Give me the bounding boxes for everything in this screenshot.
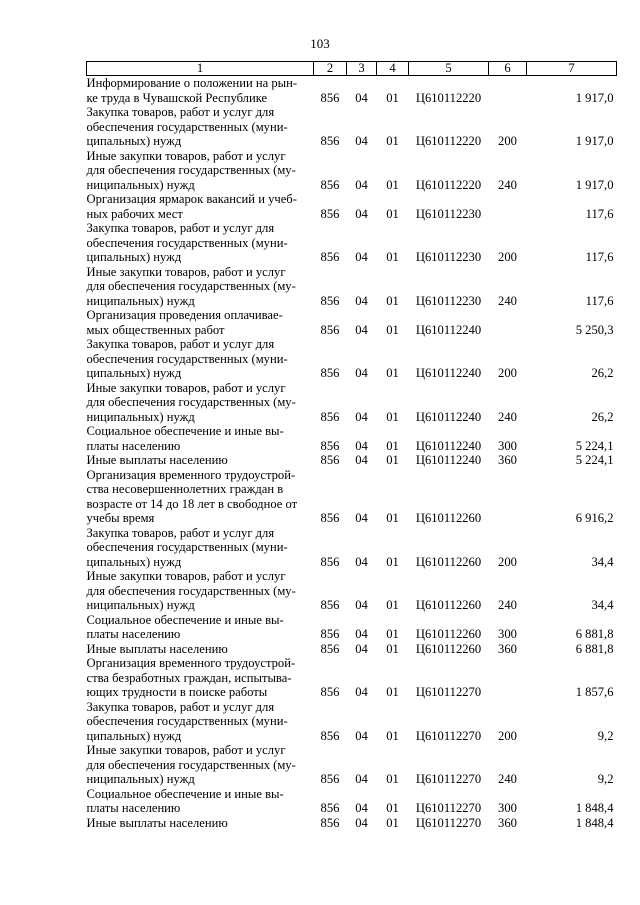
row-code-6: [489, 656, 527, 700]
row-code-6: 200: [498, 134, 517, 148]
row-code-4: 01: [386, 250, 399, 264]
row-code-3: 04: [355, 598, 368, 612]
row-code-4: 01: [386, 177, 399, 192]
row-code-5: Ц610112240: [415, 322, 482, 337]
row-code-6: 360: [498, 453, 517, 467]
header-row: [87, 62, 617, 76]
row-code-6: 200: [498, 250, 517, 264]
row-code-3: 04: [355, 772, 368, 786]
row-name-line: Иные выплаты населению: [86, 641, 228, 656]
table-row: [87, 468, 617, 526]
row-name-line: для обеспечения государственных (му-: [86, 757, 296, 772]
row-amount: 6 881,8: [575, 627, 614, 641]
table-row: [87, 105, 617, 149]
row-name-line: Иные закупки товаров, работ и услуг: [86, 569, 286, 583]
row-name-cell: [87, 424, 314, 453]
row-name-cell: [87, 76, 314, 106]
row-amount: 5 250,3: [575, 322, 614, 337]
row-amount: 117,6: [585, 206, 614, 221]
row-code-2: 856: [320, 322, 340, 337]
row-name-line: для обеспечения государственных (му-: [86, 163, 296, 177]
row-code-5: Ц610112260: [415, 598, 482, 612]
row-code-4: 01: [386, 293, 399, 308]
row-name-cell: [87, 105, 314, 149]
row-code-4: 01: [386, 772, 399, 786]
row-code-5: Ц610112240: [415, 438, 482, 453]
row-code-5: Ц610112220: [415, 177, 482, 192]
col-header-3: 3: [347, 62, 377, 76]
row-code-6: 300: [498, 438, 517, 453]
row-code-6: 240: [498, 772, 517, 786]
row-amount: 1 917,0: [575, 177, 614, 192]
row-code-6: 240: [498, 598, 517, 612]
row-code-6: 200: [498, 554, 517, 569]
row-amount: 26,2: [591, 366, 614, 380]
table-row: [87, 337, 617, 381]
row-name-line: Иные закупки товаров, работ и услуг: [86, 380, 286, 395]
table-row: [87, 700, 617, 744]
row-name-line: Закупка товаров, работ и услуг для: [86, 221, 275, 235]
row-code-2: 856: [320, 815, 340, 830]
row-name-line: ципальных) нужд: [86, 250, 182, 264]
row-code-4: 01: [386, 801, 399, 815]
page-number: 103: [310, 36, 330, 51]
row-code-4: 01: [386, 134, 399, 148]
row-name-cell: [87, 221, 314, 265]
row-name-line: ниципальных) нужд: [86, 409, 195, 424]
row-code-3: 04: [355, 177, 368, 192]
row-amount: 34,4: [591, 554, 614, 569]
col-header-6: 6: [489, 62, 527, 76]
row-code-2: 856: [320, 409, 340, 424]
row-code-5: Ц610112230: [415, 293, 482, 308]
row-name-line: ных рабочих мест: [86, 206, 183, 221]
table-row: [87, 149, 617, 193]
row-name-line: платы населению: [86, 438, 181, 453]
row-code-6: 360: [498, 641, 517, 656]
row-code-4: 01: [386, 453, 399, 467]
row-name-line: возрасте от 14 до 18 лет в свободное от: [86, 496, 298, 511]
row-amount: 1 917,0: [575, 90, 614, 105]
row-name-line: ципальных) нужд: [86, 366, 182, 380]
table-row: [87, 743, 617, 787]
row-code-5: Ц610112270: [415, 801, 482, 815]
row-amount: 34,4: [591, 598, 614, 612]
row-name-cell: [87, 453, 314, 468]
row-code-4: 01: [386, 815, 399, 830]
row-code-6: 240: [498, 177, 517, 192]
row-name-line: Закупка товаров, работ и услуг для: [86, 525, 275, 540]
row-amount: 26,2: [591, 409, 614, 424]
row-name-line: Иные выплаты населению: [86, 815, 228, 830]
row-name-line: Иные закупки товаров, работ и услуг: [86, 743, 286, 757]
row-name-line: обеспечения государственных (муни-: [86, 714, 288, 728]
row-code-3: 04: [355, 322, 368, 337]
row-name-line: ципальных) нужд: [86, 134, 182, 148]
row-name-cell: [87, 787, 314, 816]
row-name-line: Закупка товаров, работ и услуг для: [86, 699, 275, 714]
row-code-5: Ц610112220: [415, 134, 482, 148]
table-row: [87, 76, 617, 106]
table-row: [87, 453, 617, 468]
budget-table: [86, 61, 617, 830]
table-row: [87, 787, 617, 816]
row-code-3: 04: [355, 453, 368, 467]
row-code-3: 04: [355, 627, 368, 641]
row-code-6: [489, 192, 527, 221]
row-code-4: 01: [386, 206, 399, 221]
row-code-4: 01: [386, 598, 399, 612]
row-code-6: [489, 76, 527, 106]
row-code-3: 04: [355, 685, 368, 699]
row-code-4: 01: [386, 685, 399, 699]
row-code-6: 200: [498, 728, 517, 743]
row-name-cell: [87, 337, 314, 381]
row-code-3: 04: [355, 801, 368, 815]
row-name-line: Организация временного трудоустрой-: [86, 467, 296, 482]
row-code-5: Ц610112270: [415, 685, 482, 699]
table-row: [87, 424, 617, 453]
row-code-6: 360: [498, 815, 517, 830]
row-code-5: Ц610112240: [415, 366, 482, 380]
row-code-3: 04: [355, 206, 368, 221]
row-name-cell: [87, 192, 314, 221]
row-name-line: обеспечения государственных (муни-: [86, 351, 288, 366]
row-code-4: 01: [386, 366, 399, 380]
row-name-line: платы населению: [86, 627, 181, 641]
row-code-3: 04: [355, 815, 368, 830]
row-amount: 6 881,8: [575, 641, 614, 656]
row-code-4: 01: [386, 554, 399, 569]
row-amount: 117,6: [585, 250, 614, 264]
row-code-2: 856: [320, 801, 340, 815]
row-name-line: Организация проведения оплачивае-: [86, 308, 283, 322]
row-name-cell: [87, 743, 314, 787]
row-code-4: 01: [386, 90, 399, 105]
row-code-4: 01: [386, 641, 399, 656]
row-name-line: Иные выплаты населению: [86, 453, 228, 467]
row-name-line: ниципальных) нужд: [86, 772, 195, 786]
row-amount: 5 224,1: [575, 453, 614, 467]
row-code-5: Ц610112260: [415, 627, 482, 641]
row-name-cell: [87, 308, 314, 337]
row-name-line: Организация ярмарок вакансий и учеб-: [86, 192, 297, 206]
row-name-line: ства безработных граждан, испытыва-: [86, 670, 292, 685]
row-code-3: 04: [355, 134, 368, 148]
table-row: [87, 192, 617, 221]
row-code-5: Ц610112260: [415, 641, 482, 656]
row-name-line: Социальное обеспечение и иные вы-: [86, 786, 284, 801]
row-code-5: Ц610112270: [415, 728, 482, 743]
row-name-line: ства несовершеннолетних граждан в: [86, 482, 284, 496]
row-code-2: 856: [320, 177, 340, 192]
row-name-cell: [87, 816, 314, 831]
row-name-cell: [87, 265, 314, 309]
row-code-3: 04: [355, 641, 368, 656]
row-code-2: 856: [320, 772, 340, 786]
row-amount: 9,2: [597, 772, 614, 786]
row-code-2: 856: [320, 134, 340, 148]
row-code-5: Ц610112220: [415, 90, 482, 105]
row-name-line: мых общественных работ: [86, 322, 225, 337]
col-header-1: 1: [87, 62, 314, 76]
row-code-6: 300: [498, 627, 517, 641]
row-code-2: 856: [320, 598, 340, 612]
row-name-line: ке труда в Чувашской Республике: [86, 90, 268, 105]
row-name-cell: [87, 526, 314, 570]
table-row: [87, 569, 617, 613]
row-code-6: 240: [498, 409, 517, 424]
row-code-2: 856: [320, 641, 340, 656]
row-name-cell: [87, 700, 314, 744]
row-code-2: 856: [320, 293, 340, 308]
row-code-5: Ц610112230: [415, 206, 482, 221]
row-code-4: 01: [386, 728, 399, 743]
row-code-6: 200: [498, 366, 517, 380]
row-name-line: ципальных) нужд: [86, 554, 182, 569]
col-header-7: 7: [527, 62, 617, 76]
row-name-line: обеспечения государственных (муни-: [86, 540, 288, 554]
table-row: [87, 642, 617, 657]
row-name-line: обеспечения государственных (муни-: [86, 235, 288, 250]
row-code-2: 856: [320, 554, 340, 569]
row-code-6: [489, 468, 527, 526]
row-code-3: 04: [355, 409, 368, 424]
row-name-line: учебы время: [86, 511, 155, 525]
row-code-2: 856: [320, 90, 340, 105]
row-code-4: 01: [386, 511, 399, 525]
row-name-cell: [87, 569, 314, 613]
row-name-line: Иные закупки товаров, работ и услуг: [86, 148, 286, 163]
table-row: [87, 381, 617, 425]
row-name-cell: [87, 381, 314, 425]
row-name-cell: [87, 613, 314, 642]
row-name-cell: [87, 468, 314, 526]
row-name-line: Социальное обеспечение и иные вы-: [86, 612, 284, 627]
row-name-line: ниципальных) нужд: [86, 177, 195, 192]
row-name-line: Информирование о положении на рын-: [86, 76, 298, 90]
row-name-cell: [87, 642, 314, 657]
row-name-line: ющих трудности в поиске работы: [86, 685, 268, 699]
row-name-line: Закупка товаров, работ и услуг для: [86, 337, 275, 351]
row-name-line: Иные закупки товаров, работ и услуг: [86, 264, 286, 279]
table-row: [87, 816, 617, 831]
row-name-line: Организация временного трудоустрой-: [86, 656, 296, 670]
row-code-5: Ц610112270: [415, 815, 482, 830]
row-amount: 9,2: [597, 728, 614, 743]
row-amount: 6 916,2: [575, 511, 614, 525]
table-row: [87, 265, 617, 309]
row-code-4: 01: [386, 322, 399, 337]
table-body: [87, 76, 617, 831]
col-header-4: 4: [377, 62, 409, 76]
row-name-line: для обеспечения государственных (му-: [86, 583, 296, 598]
row-amount: 1 848,4: [575, 801, 614, 815]
row-code-3: 04: [355, 366, 368, 380]
row-code-4: 01: [386, 409, 399, 424]
row-name-line: ниципальных) нужд: [86, 598, 195, 612]
row-name-line: платы населению: [86, 801, 181, 815]
row-amount: 1 857,6: [575, 685, 614, 699]
table-row: [87, 613, 617, 642]
row-code-4: 01: [386, 627, 399, 641]
row-code-5: Ц610112230: [415, 250, 482, 264]
row-code-2: 856: [320, 206, 340, 221]
row-code-3: 04: [355, 293, 368, 308]
row-name-line: обеспечения государственных (муни-: [86, 119, 288, 134]
row-name-line: для обеспечения государственных (му-: [86, 395, 296, 409]
row-code-3: 04: [355, 90, 368, 105]
row-code-2: 856: [320, 250, 340, 264]
row-code-5: Ц610112260: [415, 554, 482, 569]
row-code-5: Ц610112270: [415, 772, 482, 786]
row-code-6: 300: [498, 801, 517, 815]
row-code-3: 04: [355, 554, 368, 569]
row-code-2: 856: [320, 511, 340, 525]
row-code-5: Ц610112240: [415, 453, 482, 467]
row-code-3: 04: [355, 511, 368, 525]
table-row: [87, 656, 617, 700]
row-name-line: Закупка товаров, работ и услуг для: [86, 105, 275, 119]
row-code-3: 04: [355, 250, 368, 264]
row-amount: 5 224,1: [575, 438, 614, 453]
row-code-2: 856: [320, 627, 340, 641]
row-amount: 117,6: [585, 293, 614, 308]
col-header-2: 2: [314, 62, 347, 76]
row-amount: 1 917,0: [575, 134, 614, 148]
row-code-2: 856: [320, 453, 340, 467]
row-name-line: для обеспечения государственных (му-: [86, 279, 296, 293]
table-row: [87, 308, 617, 337]
row-name-cell: [87, 656, 314, 700]
row-code-5: Ц610112240: [415, 409, 482, 424]
row-name-line: ципальных) нужд: [86, 728, 182, 743]
row-amount: 1 848,4: [575, 815, 614, 830]
row-code-6: 240: [498, 293, 517, 308]
row-name-line: Социальное обеспечение и иные вы-: [86, 424, 284, 438]
row-code-3: 04: [355, 728, 368, 743]
row-code-4: 01: [386, 438, 399, 453]
row-code-2: 856: [320, 438, 340, 453]
row-code-2: 856: [320, 366, 340, 380]
row-code-2: 856: [320, 728, 340, 743]
row-name-cell: [87, 149, 314, 193]
row-code-2: 856: [320, 685, 340, 699]
row-code-3: 04: [355, 438, 368, 453]
row-name-line: ниципальных) нужд: [86, 293, 195, 308]
table-row: [87, 221, 617, 265]
row-code-5: Ц610112260: [415, 511, 482, 525]
table-row: [87, 526, 617, 570]
col-header-5: 5: [409, 62, 489, 76]
row-code-6: [489, 308, 527, 337]
